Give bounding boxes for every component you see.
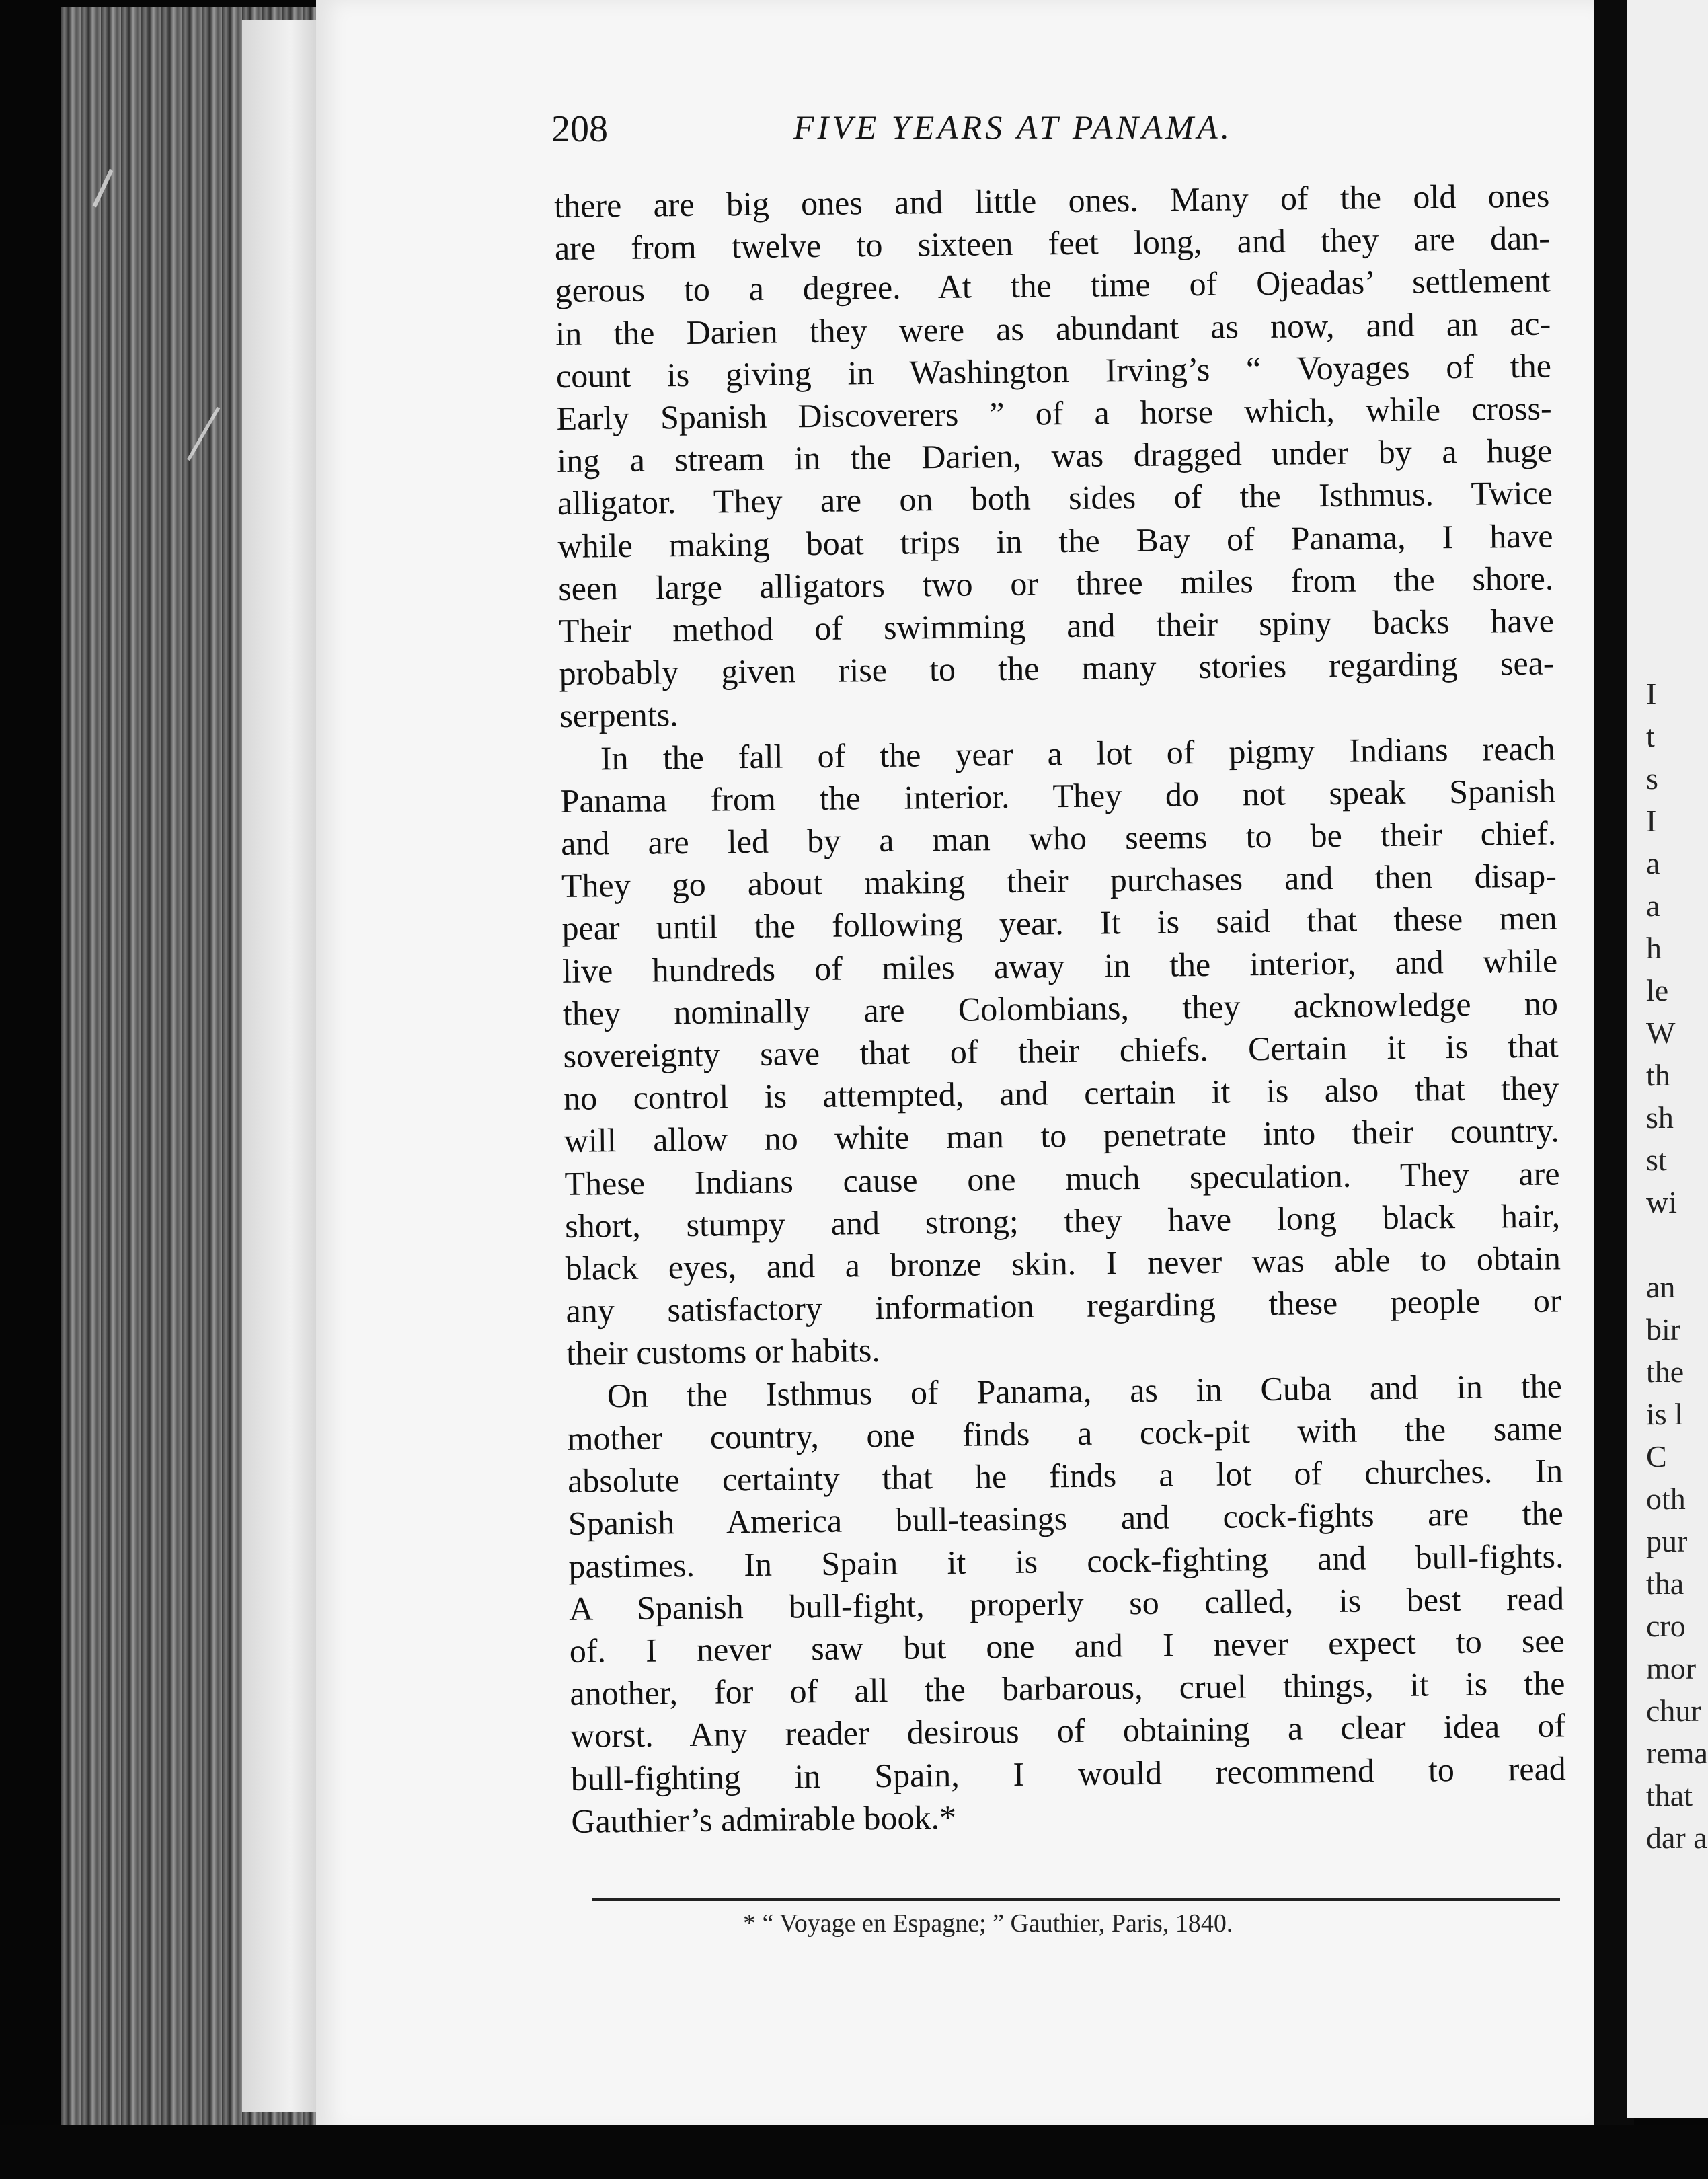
text-line: mother country, one finds a cock-pit with the same bbox=[567, 1409, 1563, 1457]
text-line: are from twelve to sixteen feet long, and they are dan- bbox=[554, 219, 1551, 268]
text-line: live hundreds of miles away in the interior, and while bbox=[561, 942, 1558, 990]
text-line: while making boat trips in the Bay of Panama, I have bbox=[557, 517, 1553, 565]
text-line: serpents. bbox=[559, 695, 678, 735]
facing-page-fragment: th bbox=[1646, 1058, 1670, 1092]
text-line: bull-fighting in Spain, I would recommend to read bbox=[570, 1749, 1567, 1798]
page-header bbox=[551, 108, 1520, 161]
text-line: seen large alligators two or three miles from the shore. bbox=[557, 559, 1554, 607]
text-line: short, stumpy and strong; they have long black hair, bbox=[564, 1196, 1561, 1245]
facing-page-fragment: mor bbox=[1646, 1651, 1697, 1685]
text-line: and are led by a man who seems to be their chief. bbox=[560, 814, 1557, 862]
text-line: count is giving in Washington Irving’s “ Voyages of the bbox=[555, 346, 1552, 395]
text-line: gerous to a degree. At the time of Ojeadas’ settlement bbox=[555, 261, 1551, 310]
text-line: worst. Any reader desirous of obtaining a clear idea of bbox=[570, 1706, 1566, 1755]
facing-page-fragment: a bbox=[1646, 846, 1660, 880]
facing-page-fragment: t bbox=[1646, 719, 1655, 753]
facing-page-fragment: W bbox=[1646, 1016, 1676, 1050]
facing-page-fragment: the bbox=[1646, 1354, 1684, 1389]
text-line: another, for of all the barbarous, cruel things, it is the bbox=[570, 1664, 1565, 1712]
text-line: Early Spanish Discoverers ” of a horse which, while cross- bbox=[556, 389, 1552, 437]
text-line: black eyes, and a bronze skin. I never was able to obtain bbox=[565, 1239, 1561, 1287]
text-line: A Spanish bull-fight, properly so called, is best read bbox=[568, 1579, 1565, 1628]
facing-page-fragment: chur bbox=[1646, 1693, 1701, 1728]
text-line: pastimes. In Spain it is cock-fighting and bull-fights. bbox=[568, 1536, 1564, 1585]
facing-page-fragment: sh bbox=[1646, 1100, 1674, 1135]
paragraph bbox=[567, 1365, 1567, 1843]
paragraph bbox=[560, 727, 1562, 1375]
facing-page-fragment: dar a bbox=[1646, 1821, 1707, 1855]
page-edges-highlight bbox=[242, 20, 323, 2112]
facing-page-fragment: bir bbox=[1646, 1312, 1681, 1346]
facing-page-fragment: s bbox=[1646, 761, 1658, 796]
facing-page-fragment: h bbox=[1646, 931, 1662, 965]
text-line: will allow no white man to penetrate into their country. bbox=[564, 1111, 1560, 1160]
text-line: in the Darien they were as abundant as now, and an ac- bbox=[555, 304, 1551, 352]
text-line: probably given rise to the many stories regarding sea- bbox=[559, 644, 1555, 693]
body-text bbox=[554, 175, 1567, 1843]
running-head: FIVE YEARS AT PANAMA. bbox=[793, 108, 1233, 146]
facing-page-fragment: cro bbox=[1646, 1609, 1686, 1643]
facing-page-fragment: rema bbox=[1646, 1736, 1708, 1770]
text-line: sovereignty save that of their chiefs. Certain it is that bbox=[563, 1026, 1559, 1075]
text-line: there are big ones and little ones. Many of the old ones bbox=[554, 176, 1550, 225]
facing-page-fragment: le bbox=[1646, 973, 1669, 1007]
text-line: On the Isthmus of Panama, as in Cuba and in the bbox=[607, 1367, 1563, 1414]
footnote-rule bbox=[592, 1898, 1560, 1901]
footnote: * “ Voyage en Espagne; ” Gauthier, Paris, 1840. bbox=[743, 1909, 1233, 1938]
text-line: Spanish America bull-teasings and cock-fights are the bbox=[568, 1494, 1564, 1543]
text-line: Their method of swimming and their spiny backs have bbox=[558, 601, 1555, 650]
text-line: absolute certainty that he finds a lot of churches. In bbox=[567, 1451, 1563, 1500]
text-line: Gauthier’s admirable book.* bbox=[571, 1798, 957, 1840]
text-line: alligator. They are on both sides of the Isthmus. Twice bbox=[557, 473, 1553, 523]
facing-page-fragment: a bbox=[1646, 888, 1660, 923]
text-line: ing a stream in the Darien, was dragged under by a huge bbox=[557, 431, 1553, 480]
facing-page-fragment: tha bbox=[1646, 1566, 1684, 1601]
text-line: In the fall of the year a lot of pigmy Indians reach bbox=[600, 729, 1556, 777]
facing-page-fragment: pur bbox=[1646, 1524, 1688, 1558]
text-line: of. I never saw but one and I never expect to see bbox=[569, 1621, 1565, 1670]
facing-page-fragment: wi bbox=[1646, 1185, 1677, 1219]
text-line: They go about making their purchases and then disap- bbox=[561, 856, 1557, 905]
page-number: 208 bbox=[551, 108, 608, 150]
text-line: they nominally are Colombians, they acknowledge no bbox=[562, 984, 1559, 1032]
text-line: no control is attempted, and certain it is also that they bbox=[563, 1069, 1559, 1118]
text-line: their customs or habits. bbox=[566, 1331, 881, 1373]
facing-page-fragment: is l bbox=[1646, 1397, 1683, 1431]
paragraph bbox=[554, 175, 1555, 738]
facing-page-fragment: I bbox=[1646, 677, 1657, 711]
facing-page-text bbox=[1646, 673, 1708, 1859]
facing-page-fragment: oth bbox=[1646, 1482, 1686, 1516]
facing-page-fragment: st bbox=[1646, 1143, 1667, 1177]
text-line: pear until the following year. It is said that these men bbox=[561, 899, 1557, 948]
text-line: These Indians cause one much speculation. They are bbox=[564, 1154, 1560, 1202]
facing-page-fragment: an bbox=[1646, 1270, 1676, 1304]
facing-page-fragment: I bbox=[1646, 804, 1657, 838]
scan-border bbox=[0, 2125, 1708, 2179]
facing-page-fragment: C bbox=[1646, 1439, 1667, 1474]
text-line: Panama from the interior. They do not speak Spanish bbox=[560, 771, 1556, 820]
facing-page-fragment: that bbox=[1646, 1778, 1693, 1812]
facing-page-fragment bbox=[1646, 1223, 1708, 1266]
text-line: any satisfactory information regarding these people or bbox=[566, 1281, 1561, 1330]
